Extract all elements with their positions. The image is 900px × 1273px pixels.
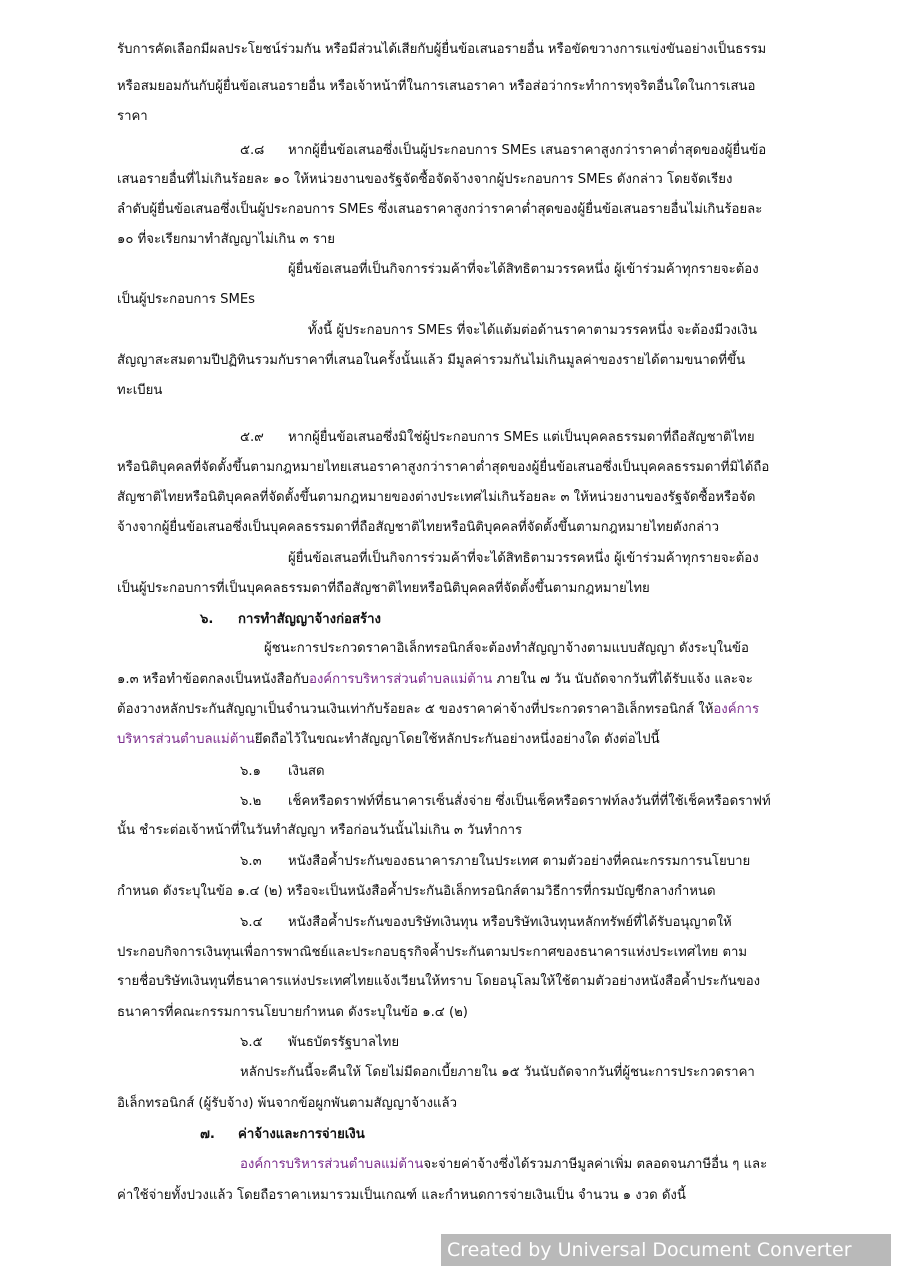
text-segment: ๑.๓ หรือทำข้อตกลงเป็นหนังสือกับ [117, 672, 309, 687]
text-line: เป็นผู้ประกอบการ SMEs [117, 292, 256, 307]
text-line: นั้น ชำระต่อเจ้าหน้าที่ในวันทำสัญญา หรือก่อนวันนั้นไม่เกิน ๓ วันทำการ [117, 823, 523, 838]
section-number: ๗. [200, 1127, 215, 1142]
text-line: สัญชาติไทยหรือนิติบุคคลที่จัดตั้งขึ้นตามกฎหมายของต่างประเทศไม่เกินร้อยละ ๓ ให้หน่วยงานของรัฐจัดซื้อหรือจัด [117, 490, 756, 505]
item-number: ๖.๓ [240, 854, 262, 869]
text-line: จ้างจากผู้ยื่นข้อเสนอซึ่งเป็นบุคคลธรรมดาที่ถือสัญชาติไทยหรือนิติบุคคลที่จัดตั้งขึ้นตามกฎหมายไทยดังกล่าว [117, 520, 720, 535]
item-number: ๖.๒ [240, 794, 262, 809]
text-line: ผู้ยื่นข้อเสนอที่เป็นกิจการร่วมค้าที่จะได้สิทธิตามวรรคหนึ่ง ผู้เข้าร่วมค้าทุกรายจะต้อง [288, 262, 759, 277]
section-6-heading [200, 610, 381, 630]
text-segment: ภายใน ๗ วัน นับถัดจากวันที่ได้รับแจ้ง และจะ [492, 672, 753, 687]
text-line: ทะเบียน [117, 383, 163, 398]
text-line: ผู้ยื่นข้อเสนอที่เป็นกิจการร่วมค้าที่จะได้สิทธิตามวรรคหนึ่ง ผู้เข้าร่วมค้าทุกรายจะต้อง [288, 551, 759, 566]
section-7-heading [200, 1125, 365, 1145]
text-line [117, 730, 660, 750]
text-line: หนังสือค้ำประกันของธนาคารภายในประเทศ ตามตัวอย่างที่คณะกรรมการนโยบาย [288, 854, 751, 869]
item-6-1 [240, 762, 325, 782]
clause-5-8 [240, 141, 766, 161]
text-line: ราคา [117, 109, 148, 124]
text-line: กำหนด ดังระบุในข้อ ๑.๔ (๒) หรือจะเป็นหนังสือค้ำประกันอิเล็กทรอนิกส์ตามวิธีการที่กรมบัญชีกลางกำหนด [117, 884, 716, 899]
text-line: ผู้ชนะการประกวดราคาอิเล็กทรอนิกส์จะต้องทำสัญญาจ้างตามแบบสัญญา ดังระบุในข้อ [264, 641, 749, 656]
text-line [117, 700, 759, 720]
text-line: รับการคัดเลือกมีผลประโยชน์ร่วมกัน หรือมีส่วนได้เสียกับผู้ยื่นข้อเสนอรายอื่น หรือขัดขวางการแข่งขันอย่างเป็นธรรม [117, 42, 767, 57]
section-title: การทำสัญญาจ้างก่อสร้าง [238, 612, 381, 627]
section-title: ค่าจ้างและการจ่ายเงิน [238, 1127, 365, 1142]
item-number: ๖.๕ [240, 1035, 263, 1050]
text-line: เงินสด [288, 764, 325, 779]
organization-name: องค์การ [713, 702, 760, 717]
text-line: ธนาคารที่คณะกรรมการนโยบายกำหนด ดังระบุในข้อ ๑.๔ (๒) [117, 1005, 468, 1020]
organization-name: องค์การบริหารส่วนตำบลแม่ต้าน [308, 672, 493, 687]
text-line: เช็คหรือดราฟท์ที่ธนาคารเซ็นสั่งจ่าย ซึ่งเป็นเช็คหรือดราฟท์ลงวันที่ที่ใช้เช็คหรือดราฟท์ [288, 794, 771, 809]
text-line: ทั้งนี้ ผู้ประกอบการ SMEs ที่จะได้แต้มต่อด้านราคาตามวรรคหนึ่ง จะต้องมีวงเงิน [308, 323, 757, 338]
text-line: ลำดับผู้ยื่นข้อเสนอซึ่งเป็นผู้ประกอบการ SMEs ซึ่งเสนอราคาสูงกว่าราคาต่ำสุดของผู้ยื่นข้อเสนอรายอื่นไม่เกินร้อยละ [117, 202, 763, 217]
watermark-banner: Created by Universal Document Converter [441, 1234, 891, 1266]
text-line [240, 1155, 767, 1175]
organization-name: องค์การบริหารส่วนตำบลแม่ต้าน [240, 1157, 424, 1172]
text-line: อิเล็กทรอนิกส์ (ผู้รับจ้าง) พ้นจากข้อผูกพันตามสัญญาจ้างแล้ว [117, 1096, 457, 1111]
text-line: หลักประกันนี้จะคืนให้ โดยไม่มีดอกเบี้ยภายใน ๑๕ วันนับถัดจากวันที่ผู้ชนะการประกวดราคา [240, 1065, 755, 1080]
item-number: ๖.๑ [240, 764, 261, 779]
text-line: เป็นผู้ประกอบการที่เป็นบุคคลธรรมดาที่ถือสัญชาติไทยหรือนิติบุคคลที่จัดตั้งขึ้นตามกฎหมายไทย [117, 581, 650, 596]
text-line: ๑๐ ที่จะเรียกมาทำสัญญาไม่เกิน ๓ ราย [117, 232, 335, 247]
text-line: หรือนิติบุคคลที่จัดตั้งขึ้นตามกฎหมายไทยเสนอราคาสูงกว่าราคาต่ำสุดของผู้ยื่นข้อเสนอซึ่งเป็นบุคคลธรรมดาที่มิได้ถือ [117, 460, 770, 475]
text-segment: จะจ่ายค่าจ้างซึ่งได้รวมภาษีมูลค่าเพิ่ม ตลอดจนภาษีอื่น ๆ และ [423, 1157, 768, 1172]
text-line: ค่าใช้จ่ายทั้งปวงแล้ว โดยถือราคาเหมารวมเป็นเกณฑ์ และกำหนดการจ่ายเงินเป็น จำนวน ๑ งวด ดังนี้ [117, 1188, 686, 1203]
item-6-5 [240, 1033, 399, 1053]
text-line: รายชื่อบริษัทเงินทุนที่ธนาคารแห่งประเทศไทยแจ้งเวียนให้ทราบ โดยอนุโลมให้ใช้ตามตัวอย่างหนังสือค้ำประกันของ [117, 974, 761, 989]
item-6-2 [240, 792, 771, 812]
text-line: หนังสือค้ำประกันของบริษัทเงินทุน หรือบริษัทเงินทุนหลักทรัพย์ที่ได้รับอนุญาตให้ [288, 915, 732, 930]
text-segment: ยึดถือไว้ในขณะทำสัญญาโดยใช้หลักประกันอย่างหนึ่งอย่างใด ดังต่อไปนี้ [254, 732, 660, 747]
item-6-3 [240, 852, 750, 872]
text-line: พันธบัตรรัฐบาลไทย [288, 1035, 400, 1050]
text-line: หากผู้ยื่นข้อเสนอซึ่งมิใช่ผู้ประกอบการ SMEs แต่เป็นบุคคลธรรมดาที่ถือสัญชาติไทย [288, 430, 755, 445]
item-number: ๖.๔ [240, 915, 263, 930]
text-line: เสนอรายอื่นที่ไม่เกินร้อยละ ๑๐ ให้หน่วยงานของรัฐจัดซื้อจัดจ้างจากผู้ประกอบการ SMEs ดังกล่าว โดยจัดเรียง [117, 172, 733, 187]
text-line: หากผู้ยื่นข้อเสนอซึ่งเป็นผู้ประกอบการ SMEs เสนอราคาสูงกว่าราคาต่ำสุดของผู้ยื่นข้อ [288, 143, 767, 158]
organization-name: บริหารส่วนตำบลแม่ต้าน [117, 732, 255, 747]
text-line: ประกอบกิจการเงินทุนเพื่อการพาณิชย์และประกอบธุรกิจค้ำประกันตามประกาศของธนาคารแห่งประเทศไทย ตาม [117, 945, 748, 960]
text-line [117, 670, 753, 690]
section-number: ๖. [200, 612, 214, 627]
item-6-4 [240, 913, 732, 933]
clause-number: ๕.๙ [240, 430, 264, 445]
text-segment: ต้องวางหลักประกันสัญญาเป็นจำนวนเงินเท่ากับร้อยละ ๕ ของราคาค่าจ้างที่ประกวดราคาอิเล็กทรอนิกส์ ให้ [117, 702, 714, 717]
text-line: หรือสมยอมกันกับผู้ยื่นข้อเสนอรายอื่น หรือเจ้าหน้าที่ในการเสนอราคา หรือส่อว่ากระทำการทุจริตอื่นใดในการเสนอ [117, 79, 756, 94]
clause-5-9 [240, 428, 755, 448]
text-line: สัญญาสะสมตามปีปฏิทินรวมกับราคาที่เสนอในครั้งนั้นแล้ว มีมูลค่ารวมกันไม่เกินมูลค่าของรายได้ตามขนาดที่ขึ้น [117, 353, 746, 368]
clause-number: ๕.๘ [240, 143, 265, 158]
